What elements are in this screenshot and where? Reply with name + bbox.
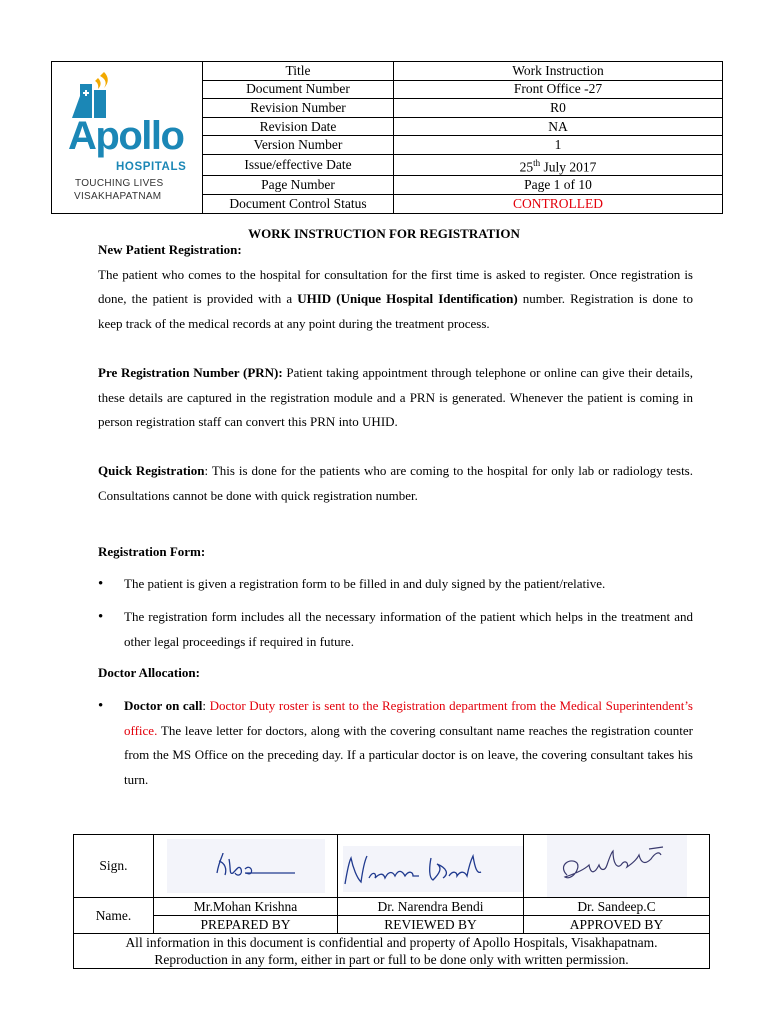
date-suffix: th <box>533 157 541 168</box>
date-rest: July 2017 <box>540 159 597 175</box>
reviewed-by-name: Dr. Narendra Bendi <box>338 898 524 916</box>
name-label: Name. <box>74 898 154 934</box>
logo-cell <box>52 62 203 214</box>
prn-paragraph: Patient taking appointment through telephone or online can give their details, these details are captured in the registration module and a PRN is generated. Whenever the patient is coming in person registration staff can convert this PRN into UHID. <box>98 365 693 429</box>
header-label: Page Number <box>203 176 394 195</box>
bullet-text: The registration form includes all the necessary information of the patient which helps in the treatment and other legal proceedings if required in future. <box>124 609 693 649</box>
approved-by-role: APPROVED BY <box>524 916 710 934</box>
header-value: Page 1 of 10 <box>394 176 723 195</box>
apollo-logo <box>52 64 202 211</box>
apollo-emblem-icon <box>64 70 124 120</box>
logo-tagline: TOUCHING LIVES <box>75 177 164 189</box>
signature-narendra-bendi-icon <box>339 838 523 894</box>
header-value-date <box>394 154 723 176</box>
new-patient-section <box>98 238 693 336</box>
signoff-table <box>73 834 710 969</box>
reviewed-by-role: REVIEWED BY <box>338 916 524 934</box>
paragraph-text: The patient who comes to the hospital for consultation for the first time is asked to register. Once registration is done, the patient is provided with a <box>98 266 693 306</box>
header-label: Issue/effective Date <box>203 154 394 176</box>
header-value: NA <box>394 117 723 136</box>
header-label: Revision Date <box>203 117 394 136</box>
quick-registration-paragraph: : This is done for the patients who are coming to the hospital for only lab or radiology tests. Consultations cannot be done with quick registration number. <box>98 463 693 503</box>
header-label: Title <box>203 62 394 81</box>
bullet-icon: • <box>98 698 104 714</box>
sign-label: Sign. <box>74 835 154 898</box>
confidentiality-line-1: All information in this document is confidential and property of Apollo Hospitals, Visakhapatnam. <box>125 935 658 950</box>
prepared-by-role: PREPARED BY <box>154 916 338 934</box>
header-label: Version Number <box>203 136 394 155</box>
quick-registration-section <box>98 459 693 508</box>
doctor-on-call-term: Doctor on call <box>124 698 203 713</box>
new-patient-heading: New Patient Registration: <box>98 242 242 257</box>
logo-hospitals-text: HOSPITALS <box>116 160 187 173</box>
confidentiality-line-2: Reproduction in any form, either in part or full to be done only with written permission. <box>154 952 629 967</box>
doctor-allocation-heading: Doctor Allocation: <box>98 665 200 680</box>
document-control-table <box>51 61 723 214</box>
header-label: Revision Number <box>203 99 394 118</box>
logo-location: VISAKHAPATNAM <box>74 190 162 202</box>
header-label: Document Number <box>203 80 394 99</box>
duty-roster-note: Doctor Duty roster is sent to the Registration department from the Medical Superintendent’s office. <box>124 698 693 738</box>
signature-prepared <box>154 835 338 898</box>
uhid-term: UHID (Unique Hospital Identification) <box>297 291 518 306</box>
header-value: Front Office -27 <box>394 80 723 99</box>
date-day: 25 <box>519 159 534 175</box>
header-label: Document Control Status <box>203 195 394 214</box>
doctor-on-call-text <box>124 694 693 792</box>
quick-registration-heading: Quick Registration <box>98 463 205 478</box>
bullet-text: The patient is given a registration form to be filled in and duly signed by the patient/relative. <box>124 576 606 591</box>
document-heading: WORK INSTRUCTION FOR REGISTRATION <box>248 226 520 241</box>
signature-approved <box>524 835 710 898</box>
header-value: 1 <box>394 136 723 155</box>
registration-form-heading: Registration Form: <box>98 544 206 559</box>
signature-reviewed <box>338 835 524 898</box>
prepared-by-name: Mr.Mohan Krishna <box>154 898 338 916</box>
header-value: Work Instruction <box>394 62 723 81</box>
new-patient-paragraph <box>98 263 693 337</box>
paragraph-text: number. Registration is done to keep track of the medical records at any point during the treatment process. <box>98 291 694 331</box>
prn-section <box>98 361 693 435</box>
prn-heading: Pre Registration Number (PRN): <box>98 365 283 380</box>
separator: : <box>202 698 210 713</box>
signature-sandeep-icon <box>547 835 687 897</box>
bullet-icon: • <box>98 609 104 625</box>
logo-brand-text: Apollo <box>68 113 184 158</box>
header-value: R0 <box>394 99 723 118</box>
confidentiality-note <box>74 934 710 969</box>
bullet-icon: • <box>98 576 104 592</box>
approved-by-name: Dr. Sandeep.C <box>524 898 710 916</box>
paragraph-text: The leave letter for doctors, along with the covering consultant name reaches the registration counter from the MS Office on the preceding day. If a particular doctor is on leave, the covering consultant takes his turn. <box>124 722 693 787</box>
signature-mohan-krishna-icon <box>167 839 325 893</box>
control-status-value: CONTROLLED <box>394 195 723 214</box>
